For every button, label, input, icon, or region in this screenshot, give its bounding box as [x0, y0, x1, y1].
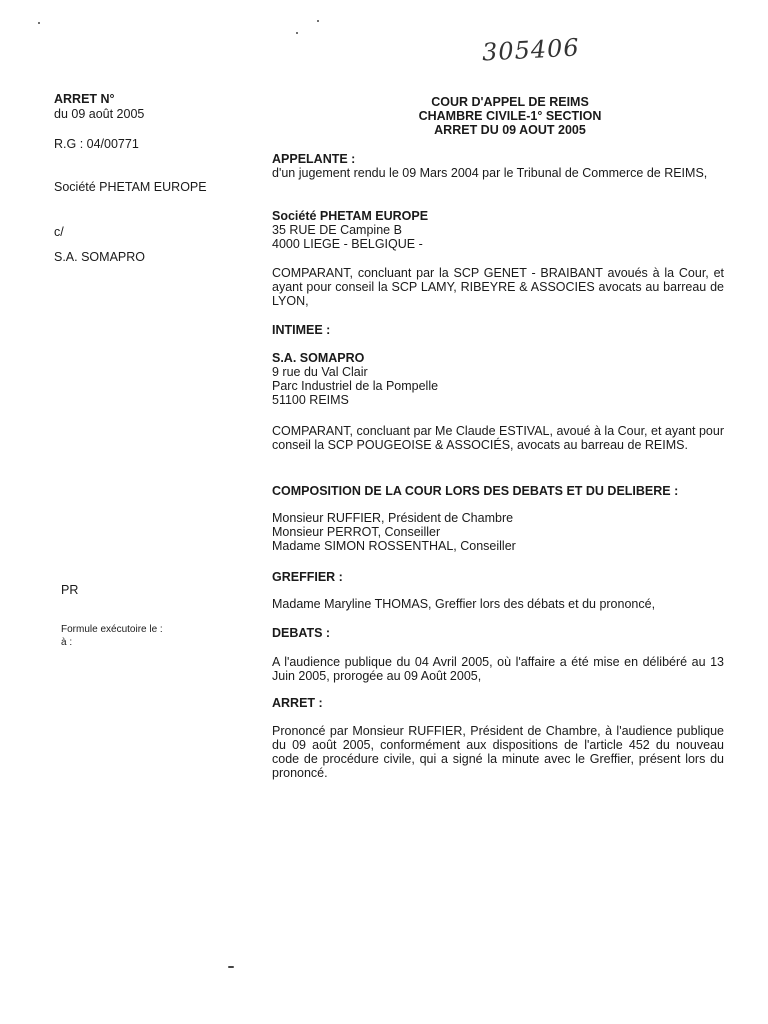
- debats-text: A l'audience publique du 04 Avril 2005, où l'affaire a été mise en délibéré au 13 Juin 2005, prorogée au 09 Août 2005,: [272, 655, 724, 683]
- scan-speck: [296, 32, 298, 34]
- chamber-name: CHAMBRE CIVILE-1° SECTION: [418, 109, 602, 123]
- intimee-heading: INTIMEE :: [272, 323, 331, 337]
- court-name: COUR D'APPEL DE REIMS: [431, 95, 589, 109]
- greffier-text: Madame Maryline THOMAS, Greffier lors des débats et du prononcé,: [272, 597, 656, 611]
- intimee-address-line: 9 rue du Val Clair: [272, 365, 368, 379]
- party-respondent: S.A. SOMAPRO: [54, 250, 145, 264]
- arret-date-line: du 09 août 2005: [54, 107, 145, 121]
- scan-speck: [317, 20, 319, 22]
- rg-number: R.G : 04/00771: [54, 137, 139, 151]
- intimee-address-line: 51100 REIMS: [272, 393, 349, 407]
- composition-member: Monsieur RUFFIER, Président de Chambre: [272, 511, 514, 525]
- arret-date-heading: ARRET DU 09 AOUT 2005: [434, 123, 586, 137]
- intimee-address-line: Parc Industriel de la Pompelle: [272, 379, 439, 393]
- intimee-name: S.A. SOMAPRO: [272, 351, 365, 365]
- appelante-address-line: 4000 LIEGE - BELGIQUE -: [272, 237, 423, 251]
- appelante-name: Société PHETAM EUROPE: [272, 209, 429, 223]
- formule-executoire-place: à :: [61, 637, 73, 648]
- appelante-description: d'un jugement rendu le 09 Mars 2004 par le Tribunal de Commerce de REIMS,: [272, 166, 708, 180]
- intimee-block: [272, 351, 724, 407]
- composition-heading: COMPOSITION DE LA COUR LORS DES DEBATS ET DU DELIBERE :: [272, 484, 679, 498]
- composition-member: Madame SIMON ROSSENTHAL, Conseiller: [272, 539, 516, 553]
- court-header: [390, 95, 630, 137]
- greffier-heading: GREFFIER :: [272, 570, 343, 584]
- versus-label: c/: [54, 225, 64, 239]
- handwritten-reference-number: 305406: [481, 33, 581, 67]
- appelante-address-line: 35 RUE DE Campine B: [272, 223, 402, 237]
- composition-member: Monsieur PERROT, Conseiller: [272, 525, 441, 539]
- scan-speck: [228, 966, 234, 968]
- composition-list: [272, 511, 724, 553]
- arret-text: Prononcé par Monsieur RUFFIER, Président de Chambre, à l'audience publique du 09 août 2005, conformément aux dispositions de l'article 452 du nouveau code de procédure civile, qui a signé la minute avec le Greffier, présent lors du prononcé.: [272, 724, 724, 780]
- appelante-heading: APPELANTE :: [272, 152, 356, 166]
- arret-heading: ARRET :: [272, 696, 323, 710]
- intimee-comparant: COMPARANT, concluant par Me Claude ESTIVAL, avoué à la Cour, et ayant pour conseil la SCP POUGEOISE & ASSOCIÉS, avocats au barreau de REIMS.: [272, 424, 724, 452]
- debats-heading: DEBATS :: [272, 626, 331, 640]
- initials: PR: [61, 583, 79, 597]
- appelante-comparant: COMPARANT, concluant par la SCP GENET - BRAIBANT avoués à la Cour, et ayant pour conseil la SCP LAMY, RIBEYRE & ASSOCIES avocats au barreau de LYON,: [272, 266, 724, 308]
- appelante-block: [272, 209, 724, 251]
- arret-number-label: ARRET N°: [54, 92, 115, 106]
- scan-speck: [38, 22, 40, 24]
- party-appellant: Société PHETAM EUROPE: [54, 180, 207, 194]
- formule-executoire-line: Formule exécutoire le :: [61, 624, 163, 635]
